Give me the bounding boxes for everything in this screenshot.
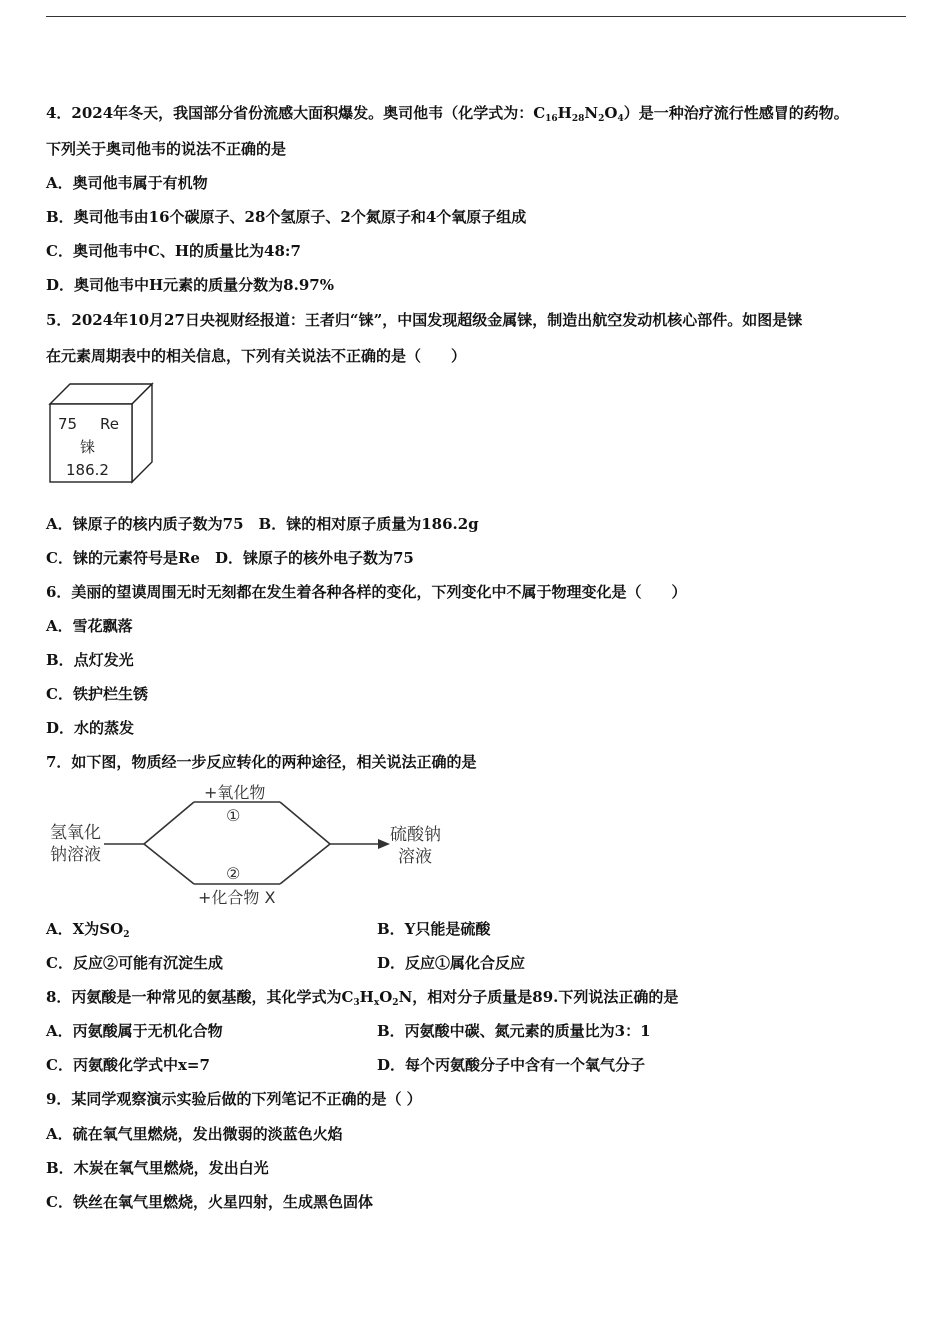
- q9-option-a: A．硫在氧气里燃烧，发出微弱的淡蓝色火焰: [46, 1125, 343, 1143]
- q5-stem-line1: 5．2024年10月27日央视财经报道：王者归“铼”，中国发现超级金属铼，制造出航空发动机核心部件。如图是铼: [46, 311, 803, 329]
- q8-option-d: D．每个丙氨酸分子中含有一个氧气分子: [377, 1056, 646, 1074]
- q6-option-d: D．水的蒸发: [46, 719, 135, 737]
- q5-options-row2: C．铼的元素符号是Re D．铼原子的核外电子数为75: [46, 549, 414, 567]
- q6-option-b: B．点灯发光: [46, 651, 134, 669]
- diagram-top-label: +氧化物: [204, 783, 266, 802]
- diagram-arrow-head: [378, 839, 390, 849]
- q7-stem: 7．如下图，物质经一步反应转化的两种途径，相关说法正确的是: [46, 753, 477, 771]
- element-symbol: Re: [100, 415, 119, 433]
- diagram-hexagon-paths: [104, 802, 380, 886]
- q7-reaction-diagram: [46, 780, 466, 910]
- q4-option-a: A．奥司他韦属于有机物: [46, 174, 208, 192]
- diagram-right-label-line1: 硫酸钠: [390, 825, 441, 845]
- diagram-left-label-line1: 氢氧化: [50, 823, 101, 843]
- q7-option-d: D．反应①属化合反应: [377, 954, 526, 972]
- header-rule: [46, 16, 906, 17]
- element-atomic-mass: 186.2: [66, 461, 109, 479]
- q6-option-a: A．雪花飘落: [46, 617, 133, 635]
- q7-option-c: C．反应②可能有沉淀生成: [46, 954, 223, 972]
- q6-option-c: C．铁护栏生锈: [46, 685, 148, 703]
- q5-stem-line2: 在元素周期表中的相关信息，下列有关说法不正确的是（ ）: [46, 347, 467, 365]
- diagram-bottom-label: +化合物 X: [198, 888, 276, 907]
- rhenium-element-card: [46, 382, 158, 486]
- element-name: 铼: [80, 438, 96, 456]
- q5-options-row1: A．铼原子的核内质子数为75 B．铼的相对原子质量为186.2g: [46, 515, 479, 533]
- diagram-right-label-line2: 溶液: [398, 847, 432, 867]
- q4-stem-line2: 下列关于奥司他韦的说法不正确的是: [46, 140, 287, 158]
- q8-option-c: C．丙氨酸化学式中x=7: [46, 1056, 210, 1074]
- q9-option-b: B．木炭在氧气里燃烧，发出白光: [46, 1159, 269, 1177]
- q8-option-a: A．丙氨酸属于无机化合物: [46, 1022, 223, 1040]
- q6-stem: 6．美丽的望谟周围无时无刻都在发生着各种各样的变化，下列变化中不属于物理变化是（ ）: [46, 583, 687, 601]
- q4-option-c: C．奥司他韦中C、H的质量比为48:7: [46, 242, 301, 260]
- q7-option-a: A．X为$SO_2$: [46, 920, 130, 940]
- q4-stem-line1: 4．2024年冬天，我国部分省份流感大面积爆发。奥司他韦（化学式为：$C_{16}H_{28}N_2O_4$）是一种治疗流行性感冒的药物。: [46, 104, 849, 124]
- element-atomic-number: 75: [58, 415, 78, 433]
- q4-option-b: B．奥司他韦由16个碳原子、28个氢原子、2个氮原子和4个氧原子组成: [46, 208, 527, 226]
- q8-stem: 8．丙氨酸是一种常见的氨基酸，其化学式为$C_3H_xO_2N$，相对分子质量是89.下列说法正确的是: [46, 988, 679, 1008]
- diagram-bottom-number: ②: [226, 864, 241, 883]
- q7-option-b: B．Y只能是硫酸: [377, 920, 491, 938]
- q4-option-d: D．奥司他韦中H元素的质量分数为8.97%: [46, 276, 334, 294]
- diagram-left-label-line2: 钠溶液: [50, 845, 101, 865]
- q9-stem: 9．某同学观察演示实验后做的下列笔记不正确的是（ ）: [46, 1090, 422, 1108]
- q8-option-b: B．丙氨酸中碳、氮元素的质量比为3：1: [377, 1022, 651, 1040]
- diagram-top-number: ①: [226, 806, 241, 825]
- q9-option-c: C．铁丝在氧气里燃烧，火星四射，生成黑色固体: [46, 1193, 373, 1211]
